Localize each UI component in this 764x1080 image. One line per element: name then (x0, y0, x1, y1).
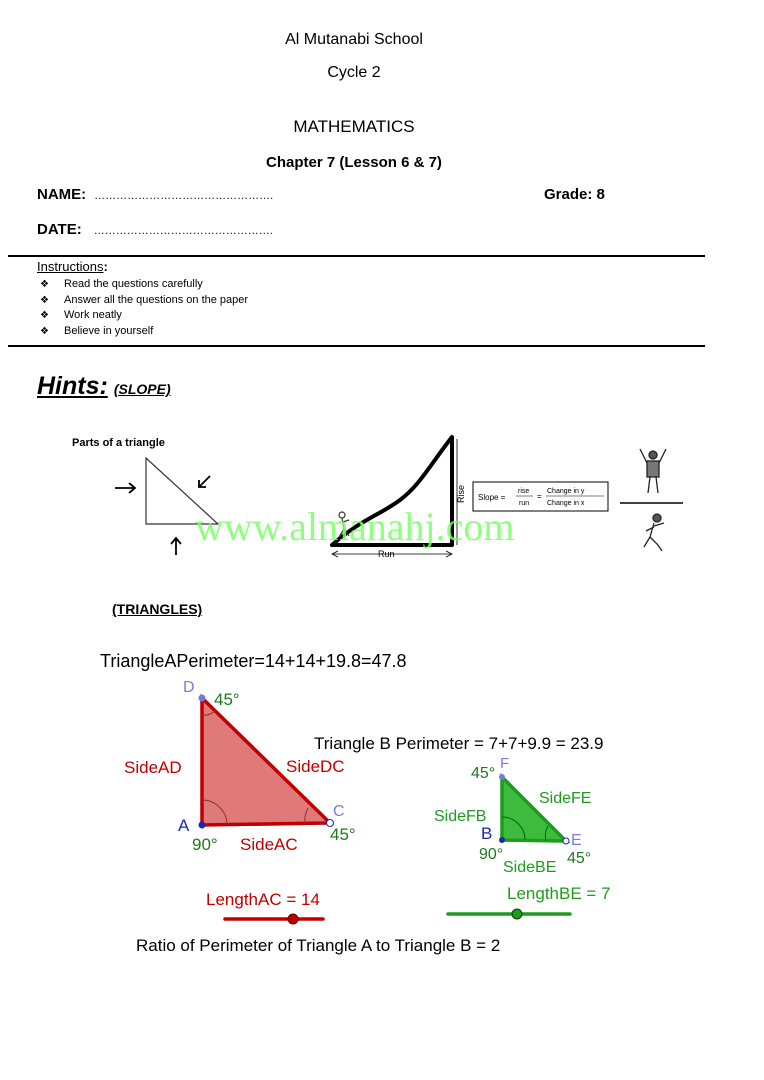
name-label: NAME: (37, 186, 87, 203)
vertex-f-label: F (500, 755, 510, 772)
ratio-text: Ratio of Perimeter of Triangle A to Triangle B = 2 (136, 936, 501, 955)
angle-a-label: 90° (192, 835, 218, 854)
hints-heading (37, 372, 171, 401)
change-in-y: Change in y (547, 488, 585, 495)
vertex-d-label: D (183, 679, 195, 696)
hints-subtitle: (SLOPE) (113, 381, 171, 397)
bottom-divider (8, 345, 705, 347)
length-be-label: LengthBE = 7 (507, 884, 611, 903)
vertex-a-point[interactable] (199, 822, 206, 829)
vertex-f-point[interactable] (499, 774, 505, 780)
hints-title: Hints: (37, 372, 108, 400)
run-denominator: run (519, 500, 530, 507)
side-ac-label: SideAC (240, 835, 298, 854)
instruction-text: Answer all the questions on the paper (64, 293, 249, 306)
vertex-b-label: B (481, 824, 493, 843)
angle-f-label: 45° (471, 765, 496, 782)
instructions-heading (37, 259, 108, 274)
cycle-label: Cycle 2 (327, 64, 381, 81)
watermark-text: www.almanahj.com (195, 504, 515, 549)
date-label: DATE: (37, 221, 82, 238)
length-ac-label: LengthAC = 14 (206, 890, 320, 909)
date-blank[interactable]: …………………………………………. (93, 225, 273, 237)
name-field[interactable] (37, 186, 273, 203)
chapter-title: Chapter 7 (Lesson 6 & 7) (266, 154, 442, 171)
length-ac-slider-handle[interactable] (288, 914, 298, 924)
triangle-b (502, 777, 566, 841)
list-item (40, 293, 248, 309)
diamond-bullet-icon: ❖ (40, 310, 49, 321)
vertex-c-label: C (333, 803, 345, 820)
school-name: Al Mutanabi School (285, 31, 423, 48)
diamond-bullet-icon: ❖ (40, 325, 49, 337)
running-person-icon (644, 514, 664, 551)
list-item (40, 277, 248, 293)
triangles-heading: (TRIANGLES) (112, 601, 203, 617)
top-divider (8, 255, 705, 257)
slope-formula-prefix: Slope = (478, 493, 506, 502)
perimeter-b-text: Triangle B Perimeter = 7+7+9.9 = 23.9 (314, 734, 604, 753)
cheering-person-icon (640, 449, 666, 493)
instructions-title: Instructions (37, 259, 104, 274)
vertex-d-point[interactable] (199, 695, 206, 702)
vertex-e-point[interactable] (563, 838, 569, 844)
side-be-label: SideBE (503, 859, 557, 876)
side-ad-label: SideAD (124, 758, 182, 777)
side-fb-label: SideFB (434, 808, 487, 825)
instruction-text: Believe in yourself (64, 324, 154, 337)
rise-label: Rise (456, 484, 466, 503)
formula-equals: = (537, 492, 542, 501)
angle-e-label: 45° (567, 850, 592, 867)
side-fe-label: SideFE (539, 790, 592, 807)
diamond-bullet-icon: ❖ (40, 279, 49, 290)
change-in-x: Change in x (547, 500, 585, 507)
angle-c-label: 45° (330, 825, 356, 844)
triangle-caption: Parts of a triangle (72, 437, 165, 449)
run-label: Run (378, 549, 395, 559)
subject-title: MATHEMATICS (293, 117, 415, 136)
length-be-slider-handle[interactable] (512, 909, 522, 919)
instructions-colon: : (103, 259, 108, 274)
list-item (40, 324, 248, 340)
diamond-bullet-icon: ❖ (40, 294, 49, 306)
angle-b-label: 90° (479, 846, 504, 863)
arrow-right-icon (115, 483, 135, 493)
list-item (40, 308, 248, 324)
arrow-up-icon (171, 538, 181, 555)
triangles-figure (90, 640, 670, 970)
perimeter-a-text: TriangleAPerimeter=14+14+19.8=47.8 (100, 651, 407, 671)
vertex-b-point[interactable] (499, 837, 505, 843)
instructions-list (40, 277, 248, 339)
date-field[interactable] (37, 221, 273, 238)
name-blank[interactable]: …………………………………………. (94, 190, 274, 202)
side-dc-label: SideDC (286, 757, 345, 776)
vertex-a-label: A (178, 816, 190, 835)
angle-d-label: 45° (214, 690, 240, 709)
arrow-down-left-icon (199, 476, 210, 487)
grade-label: Grade: 8 (544, 186, 605, 203)
rise-numerator: rise (518, 488, 530, 495)
instruction-text: Work neatly (64, 309, 122, 321)
instruction-text: Read the questions carefully (64, 278, 203, 290)
vertex-e-label: E (571, 832, 582, 849)
